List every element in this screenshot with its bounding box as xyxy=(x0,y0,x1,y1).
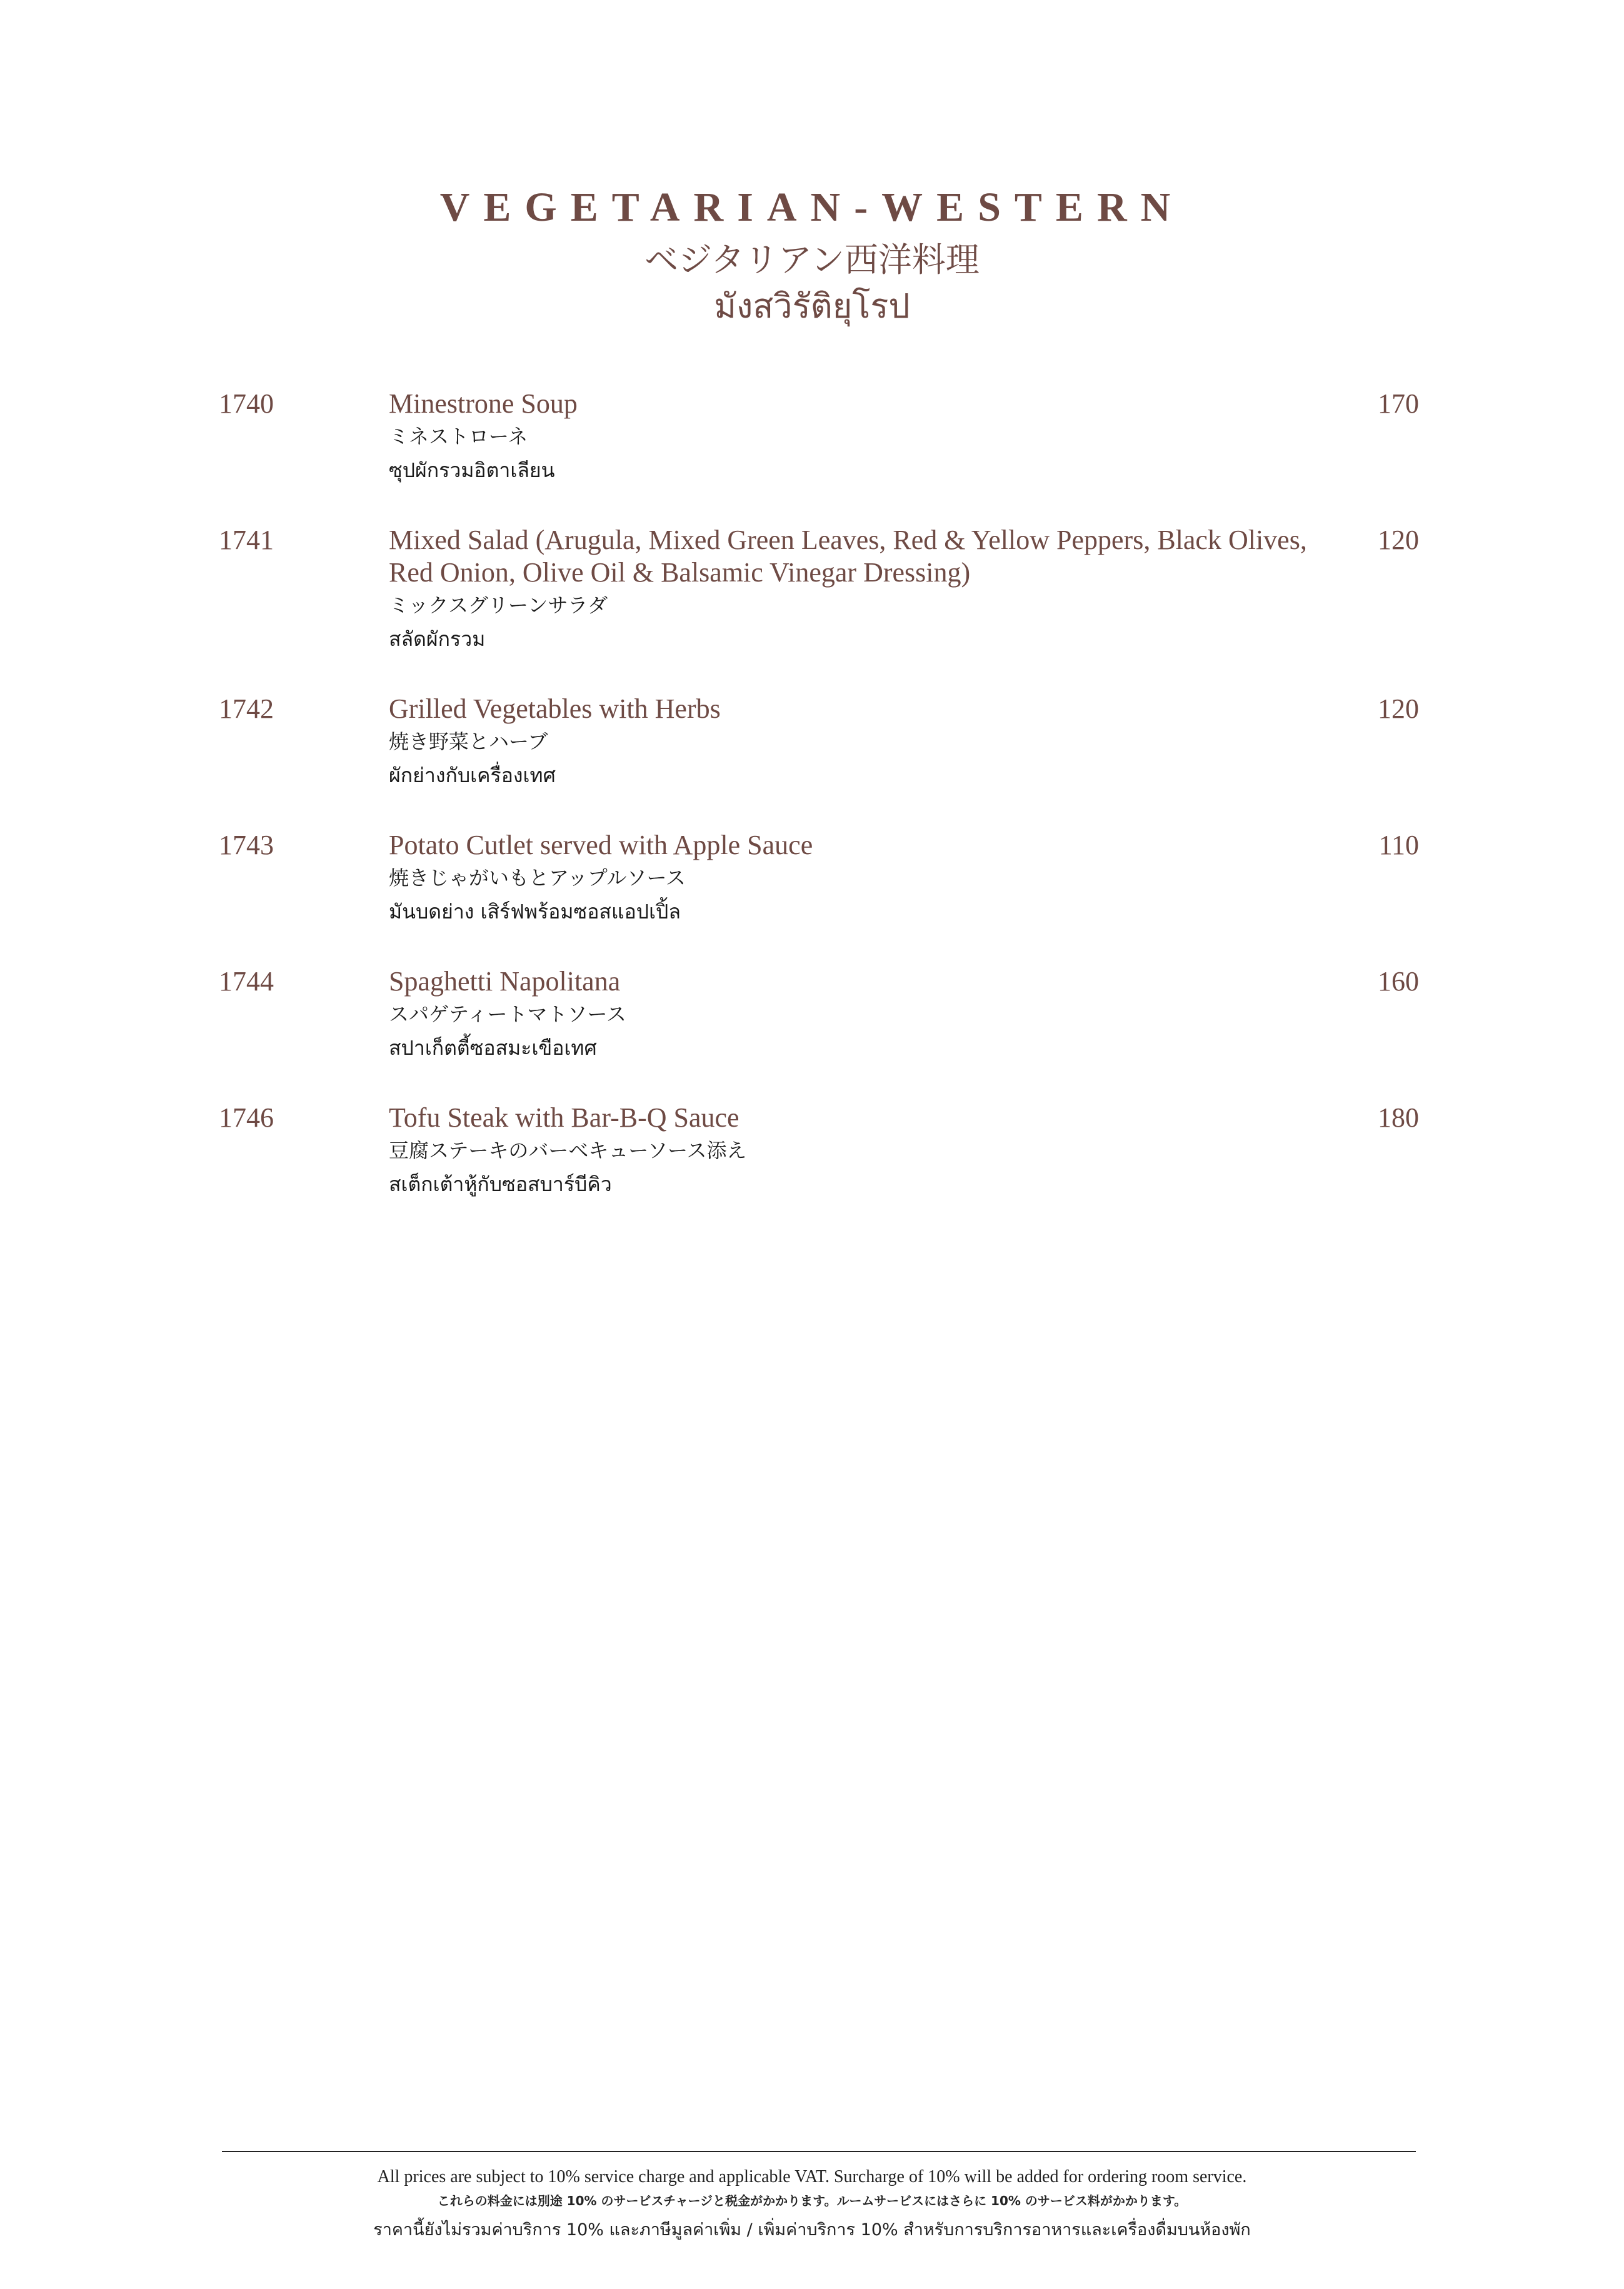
menu-item xyxy=(219,829,1419,929)
item-code: 1741 xyxy=(219,525,274,555)
item-description xyxy=(389,524,1326,657)
item-name-japanese: 豆腐ステーキのバーベキューソース添え xyxy=(389,1139,747,1162)
item-name-thai: ผักย่างกับเครื่องเทศ xyxy=(389,763,556,787)
menu-header xyxy=(0,181,1624,330)
menu-item xyxy=(219,388,1419,488)
menu-list xyxy=(219,388,1419,1238)
item-name: Grilled Vegetables with Herbs xyxy=(389,693,721,724)
item-name-japanese: ミネストローネ xyxy=(389,425,528,448)
item-price: 160 xyxy=(1378,966,1419,997)
item-name: Minestrone Soup xyxy=(389,388,578,419)
item-name-thai: สเต็กเต้าหู้กับซอสบาร์บีคิว xyxy=(389,1172,612,1196)
item-description xyxy=(389,829,1326,929)
item-name-thai: มันบดย่าง เสิร์ฟพร้อมซอสแอปเปิ้ล xyxy=(389,900,681,923)
item-code: 1746 xyxy=(219,1102,274,1133)
item-name: Spaghetti Napolitana xyxy=(389,966,621,997)
item-name-japanese: スパゲティートマトソース xyxy=(389,1002,626,1026)
service-charge-note-thai: ราคานี้ยังไม่รวมค่าบริการ 10% และภาษีมูลค่าเพิ่ม / เพิ่มค่าบริการ 10% สำหรับการบริการอาหารและเครื่องดื่มบนห้องพัก xyxy=(373,2220,1251,2240)
item-code: 1744 xyxy=(219,966,274,997)
item-price: 180 xyxy=(1378,1102,1419,1133)
service-charge-note-english: All prices are subject to 10% service charge and applicable VAT. Surcharge of 10% will be added for ordering room service. xyxy=(377,2167,1247,2186)
item-description xyxy=(389,965,1326,1065)
item-name: Potato Cutlet served with Apple Sauce xyxy=(389,830,813,860)
item-name-japanese: 焼きじゃがいもとアップルソース xyxy=(389,866,686,890)
item-description xyxy=(389,1102,1326,1202)
item-code: 1740 xyxy=(219,388,274,419)
item-name-japanese: 焼き野菜とハーブ xyxy=(389,730,548,753)
menu-item xyxy=(219,524,1419,657)
item-price: 120 xyxy=(1378,525,1419,555)
page-title-japanese: ベジタリアン西洋料理 xyxy=(644,240,980,279)
item-name-thai: ซุปผักรวมอิตาเลียน xyxy=(389,458,555,482)
item-name: Tofu Steak with Bar-B-Q Sauce xyxy=(389,1102,739,1133)
menu-item xyxy=(219,1102,1419,1202)
item-name-thai: สปาเก็ตตี้ซอสมะเขือเทศ xyxy=(389,1036,597,1060)
menu-item xyxy=(219,693,1419,793)
page-title-thai: มังสวิรัติยุโรป xyxy=(714,286,910,326)
page-title: VEGETARIAN-WESTERN xyxy=(439,184,1185,230)
item-code: 1742 xyxy=(219,693,274,724)
item-price: 170 xyxy=(1378,388,1419,419)
item-name: Mixed Salad (Arugula, Mixed Green Leaves, Red & Yellow Peppers, Black Olives, Red Onion, Olive Oil & Balsamic Vinegar Dressing) xyxy=(389,525,1307,588)
item-name-japanese: ミックスグリーンサラダ xyxy=(389,593,608,617)
footer-notes xyxy=(0,2165,1624,2245)
menu-item xyxy=(219,965,1419,1065)
item-price: 120 xyxy=(1378,693,1419,724)
item-name-thai: สลัดผักรวม xyxy=(389,627,486,651)
item-description xyxy=(389,693,1326,793)
service-charge-note-japanese: これらの料金には別途 10% のサービスチャージと税金がかかります。ルームサービスにはさらに 10% のサービス料がかかります。 xyxy=(437,2193,1187,2208)
item-description xyxy=(389,388,1326,488)
item-price: 110 xyxy=(1378,830,1419,860)
footer-divider xyxy=(222,2151,1416,2152)
item-code: 1743 xyxy=(219,830,274,860)
